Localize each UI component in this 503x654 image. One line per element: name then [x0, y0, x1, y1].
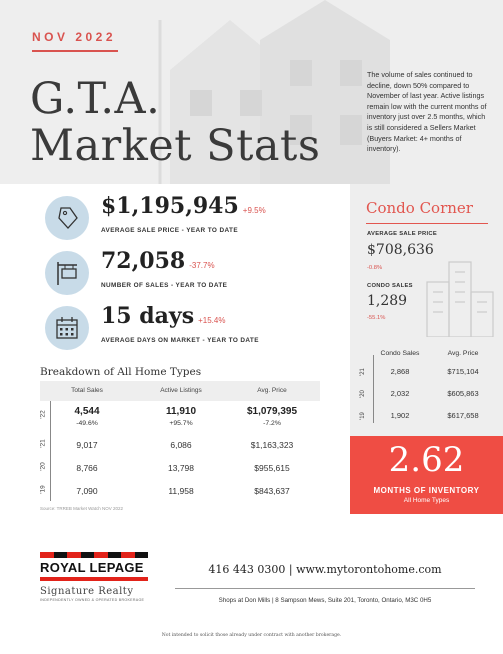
row-year: '21 — [39, 439, 47, 448]
condo-cell-avg-price: $715,104 — [447, 367, 479, 376]
condo-title-underline — [366, 223, 488, 224]
condo-cell-sales: 2,868 — [390, 367, 410, 376]
cell-total-sales: 7,090 — [76, 486, 98, 496]
breakdown-header-total-sales: Total Sales — [71, 387, 103, 394]
condo-table-divider — [373, 355, 374, 423]
stat-value: 72,058 — [101, 248, 186, 274]
condo-avg-price-change: -0.8% — [367, 265, 383, 271]
report-month: NOV 2022 — [32, 30, 117, 44]
stat-change: +15.4% — [198, 316, 226, 325]
condo-cell-avg-price: $605,863 — [447, 389, 479, 398]
cell-total-sales: 4,544 — [74, 406, 100, 417]
cell-avg-price: $843,637 — [254, 486, 290, 496]
condo-avg-price-label: AVERAGE SALE PRICE — [367, 231, 438, 237]
condo-corner-title: Condo Corner — [366, 199, 473, 217]
cell-avg-price-change: -7.2% — [263, 420, 281, 427]
breakdown-title: Breakdown of All Home Types — [40, 366, 202, 378]
stat-value: $1,195,945 — [101, 193, 239, 219]
stat-label: AVERAGE DAYS ON MARKET - YEAR TO DATE — [101, 337, 259, 344]
cell-total-sales: 9,017 — [76, 440, 98, 450]
row-year: '22 — [39, 410, 47, 419]
logo-brand-name: ROYAL LEPAGE — [40, 560, 144, 575]
disclaimer: Not intended to solicit those already under contract with another brokerage. — [161, 633, 342, 638]
row-year: '19 — [39, 485, 47, 494]
cell-total-sales: 8,766 — [76, 463, 98, 473]
condo-cell-avg-price: $617,658 — [447, 411, 479, 420]
condo-header-sales: Condo Sales — [380, 350, 420, 357]
logo-brokerage-name: Signature Realty — [40, 586, 134, 597]
condo-sales-change: -55.1% — [367, 315, 386, 321]
month-underline — [32, 50, 118, 52]
cell-active-listings: 13,798 — [168, 463, 194, 473]
cell-active-listings: 11,910 — [165, 406, 197, 417]
condo-cell-sales: 2,032 — [390, 389, 410, 398]
breakdown-header-row — [40, 381, 320, 401]
cell-avg-price: $1,163,323 — [250, 440, 294, 450]
title-line-2: Market Stats — [30, 121, 321, 171]
months-of-inventory-value: 2.62 — [388, 440, 465, 480]
condo-row-year: '20 — [360, 390, 366, 398]
condo-header-avg-price: Avg. Price — [447, 350, 479, 357]
cell-active-listings: 11,958 — [168, 486, 194, 496]
stat-label: AVERAGE SALE PRICE - YEAR TO DATE — [101, 227, 239, 234]
calendar-icon — [45, 306, 89, 350]
stat-label: NUMBER OF SALES - YEAR TO DATE — [101, 282, 228, 289]
months-of-inventory-box — [350, 436, 503, 514]
condo-sales-label: CONDO SALES — [367, 283, 413, 289]
breakdown-header-active-listings: Active Listings — [160, 387, 202, 394]
cell-total-sales-change: -49.6% — [76, 420, 98, 427]
sold-sign-icon — [45, 251, 89, 295]
footer-divider — [175, 588, 475, 589]
condo-row-year: '19 — [360, 412, 366, 420]
title-line-1: G.T.A. — [30, 74, 161, 124]
stat-change: +9.5% — [242, 206, 266, 215]
contact-line: 416 443 0300 | www.mytorontohome.com — [208, 563, 442, 576]
breakdown-divider — [50, 401, 51, 501]
cell-active-listings-change: +95.7% — [169, 420, 193, 427]
stat-change: -37.7% — [189, 261, 215, 270]
logo-color-bar — [40, 552, 148, 558]
months-of-inventory-label: MONTHS OF INVENTORY — [373, 486, 480, 495]
cell-active-listings: 6,086 — [170, 440, 192, 450]
row-year: '20 — [39, 462, 47, 471]
condo-cell-sales: 1,902 — [390, 411, 410, 420]
months-of-inventory-sub: All Home Types — [403, 497, 450, 504]
cell-avg-price: $955,615 — [254, 463, 290, 473]
logo-red-bar — [40, 577, 148, 581]
intro-paragraph: The volume of sales continued to decline, down 50% compared to November of last year. Active listings remain low with the current months of inventory just over 2.5 months, which is still considered a Sellers Market (Buyers Market: 4+ months of inventory). — [367, 70, 487, 154]
breakdown-header-avg-price: Avg. Price — [257, 387, 287, 394]
condo-avg-price: $708,636 — [367, 242, 434, 258]
condo-row-year: '21 — [360, 368, 366, 376]
price-tag-icon — [45, 196, 89, 240]
cell-avg-price: $1,079,395 — [246, 406, 298, 417]
page-title — [30, 76, 320, 170]
condo-sales: 1,289 — [367, 293, 408, 309]
logo-tagline: INDEPENDENTLY OWNED & OPERATED BROKERAGE — [40, 598, 145, 602]
office-address: Shops at Don Mills | 8 Sampson Mews, Suite 201, Toronto, Ontario, M3C 0H5 — [218, 597, 432, 604]
condo-buildings-icon — [425, 252, 495, 337]
royal-lepage-logo — [40, 552, 148, 602]
source-note: Source: TRREB Market Watch NOV 2022 — [40, 506, 124, 511]
stat-value: 15 days — [101, 303, 195, 329]
header-banner — [0, 0, 503, 184]
